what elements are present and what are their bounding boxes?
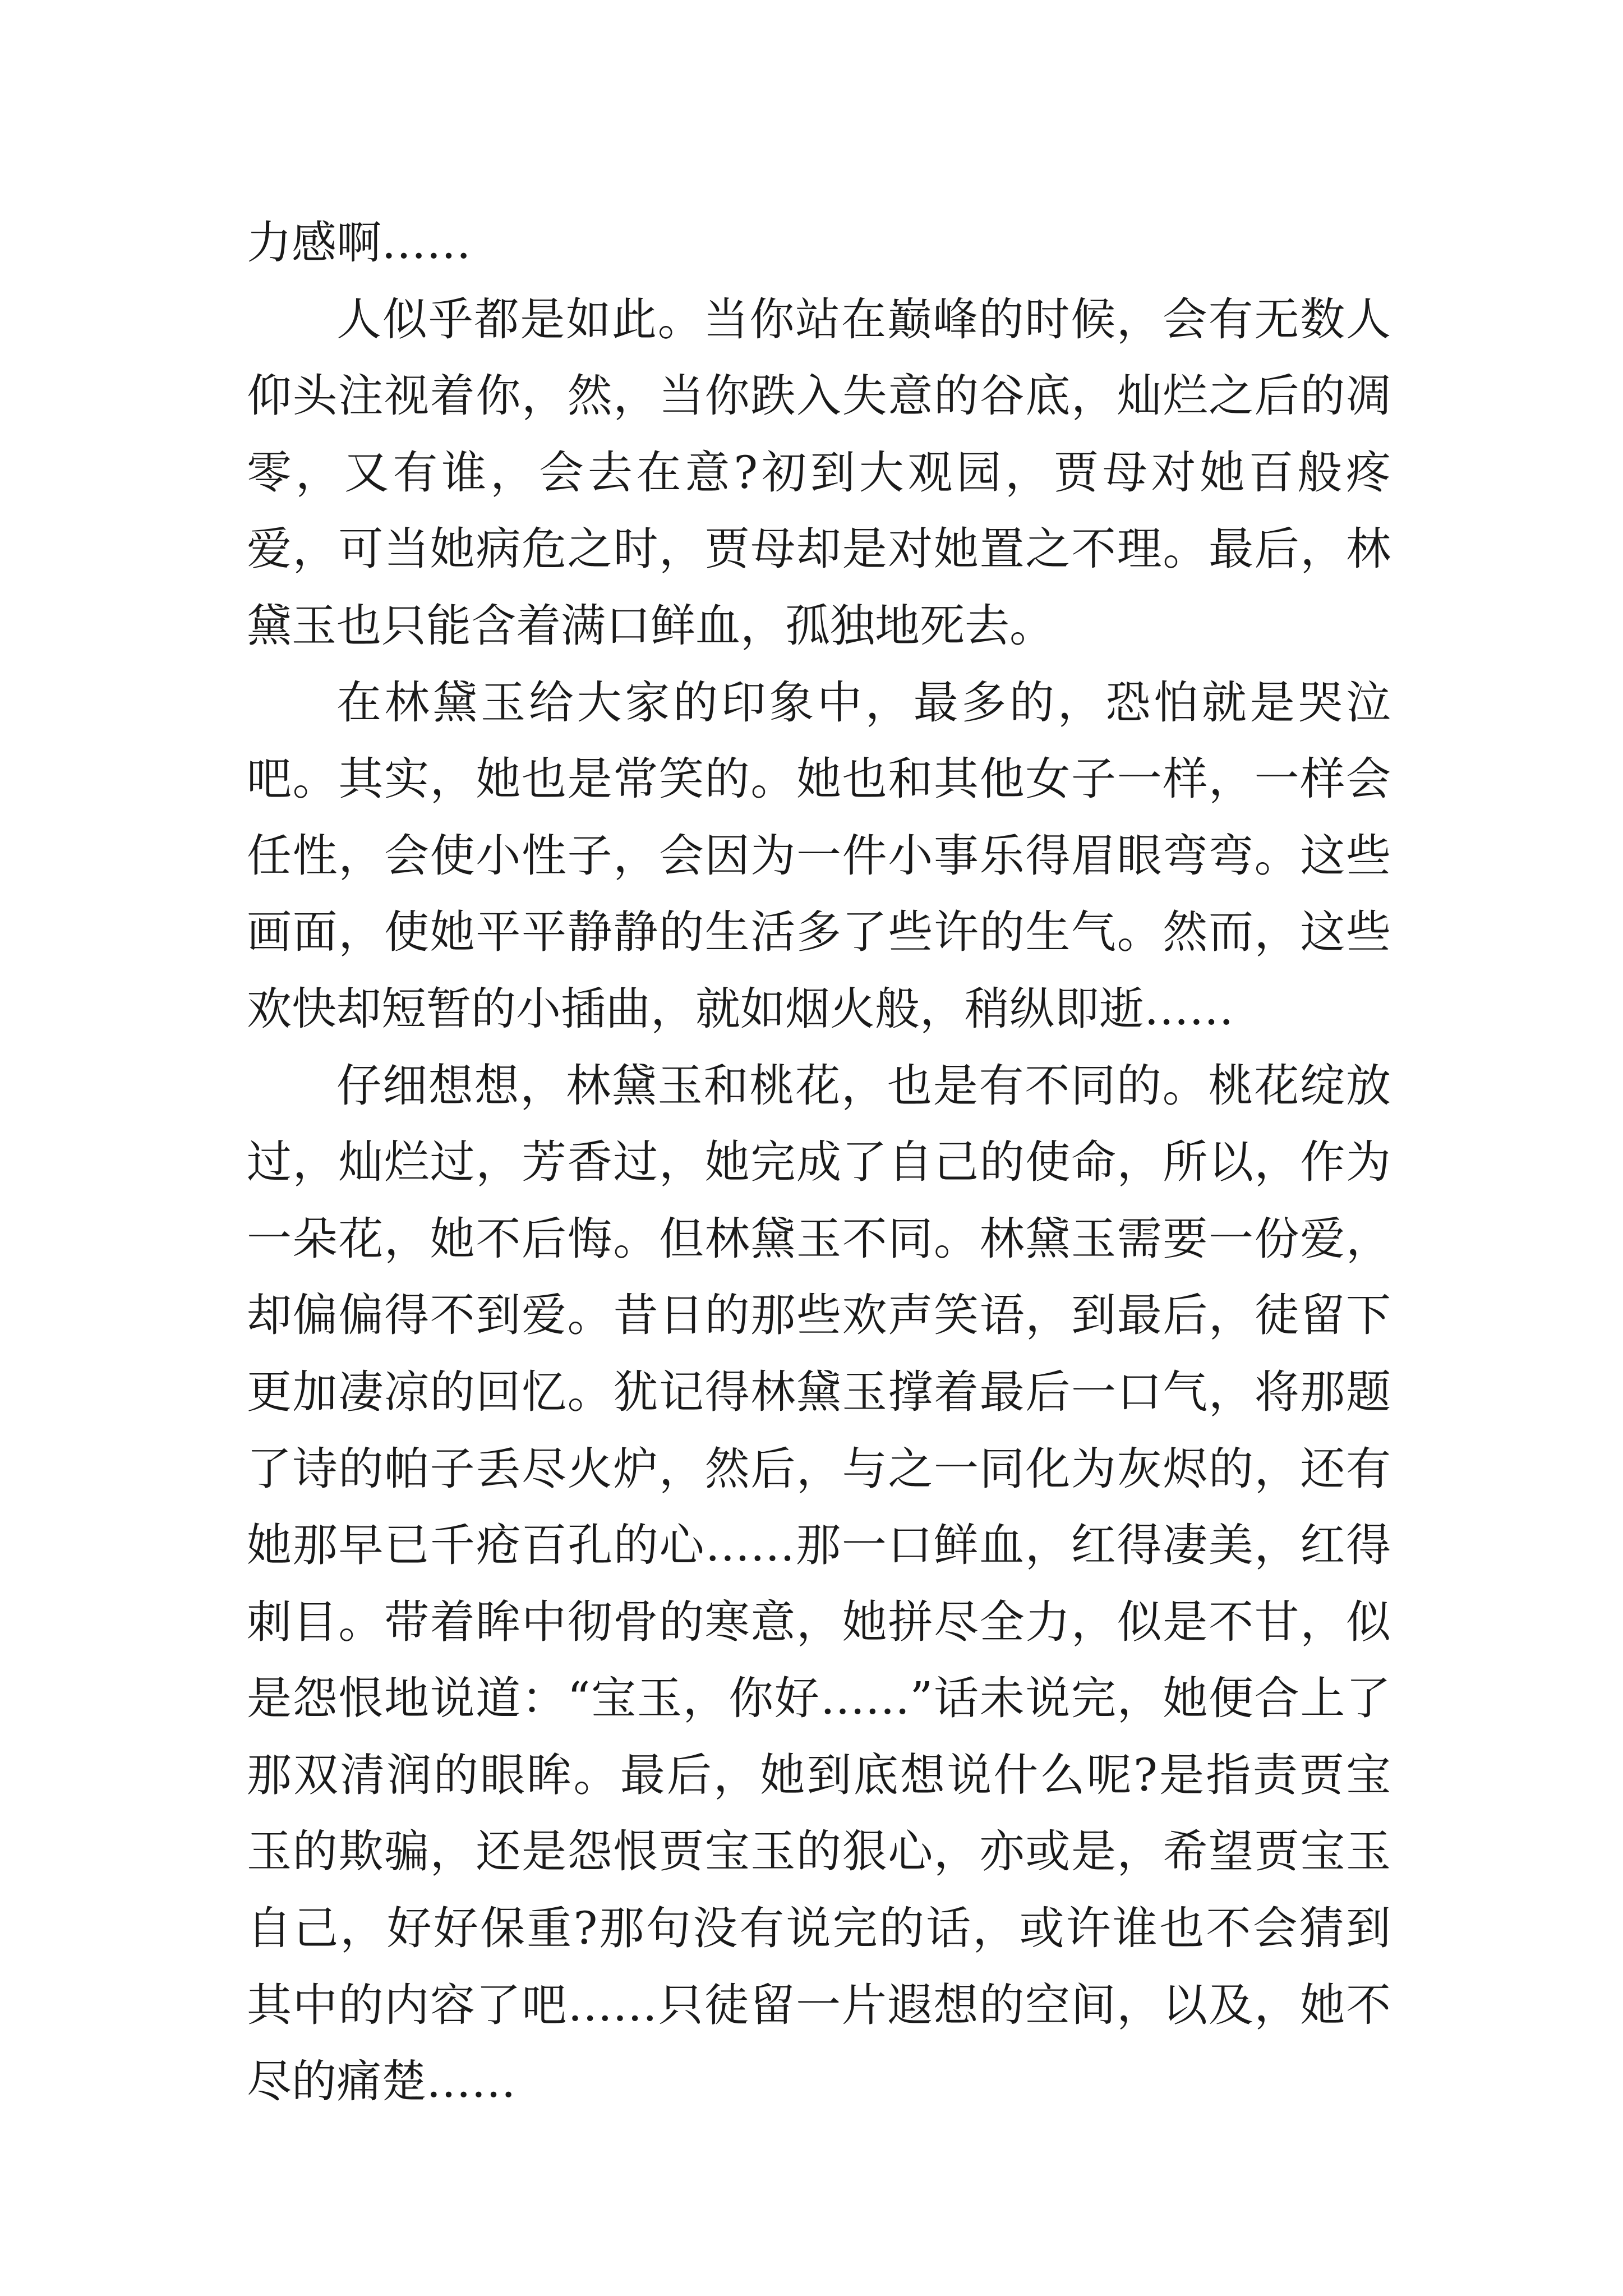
- paragraph-3: 在林黛玉给大家的印象中，最多的，恐怕就是哭泣吧。其实，她也是常笑的。她也和其他女子一样，一样会任性，会使小性子，会因为一件小事乐得眉眼弯弯。这些画面，使她平平静静的生活多了些许的生气。然而，这些欢快却短暂的小插曲，就如烟火般，稍纵即逝……: [247, 676, 1391, 1035]
- body-text: [247, 205, 1391, 2120]
- paragraph-1: 力感啊……: [247, 217, 471, 269]
- paragraph-2: 人似乎都是如此。当你站在巅峰的时候，会有无数人仰头注视着你，然，当你跌入失意的谷底，灿烂之后的凋零，又有谁，会去在意?初到大观园，贾母对她百般疼爱，可当她病危之时，贾母却是对她置之不理。最后，林黛玉也只能含着满口鲜血，孤独地死去。: [247, 293, 1391, 652]
- paragraph-4: 仔细想想，林黛玉和桃花，也是有不同的。桃花绽放过，灿烂过，芳香过，她完成了自己的使命，所以，作为一朵花，她不后悔。但林黛玉不同。林黛玉需要一份爱，却偏偏得不到爱。昔日的那些欢声笑语，到最后，徒留下更加凄凉的回忆。犹记得林黛玉撑着最后一口气，将那题了诗的帕子丢尽火炉，然后，与之一同化为灰烬的，还有她那早已千疮百孔的心……那一口鲜血，红得凄美，红得刺目。带着眸中彻骨的寒意，她拼尽全力，似是不甘，似是怨恨地说道：“宝玉，你好……”话未说完，她便合上了那双清润的眼眸。最后，她到底想说什么呢?是指责贾宝玉的欺骗，还是怨恨贾宝玉的狠心，亦或是，希望贾宝玉自己，好好保重?那句没有说完的话，或许谁也不会猜到其中的内容了吧……只徒留一片遐想的空间，以及，她不尽的痛楚……: [247, 1059, 1391, 2108]
